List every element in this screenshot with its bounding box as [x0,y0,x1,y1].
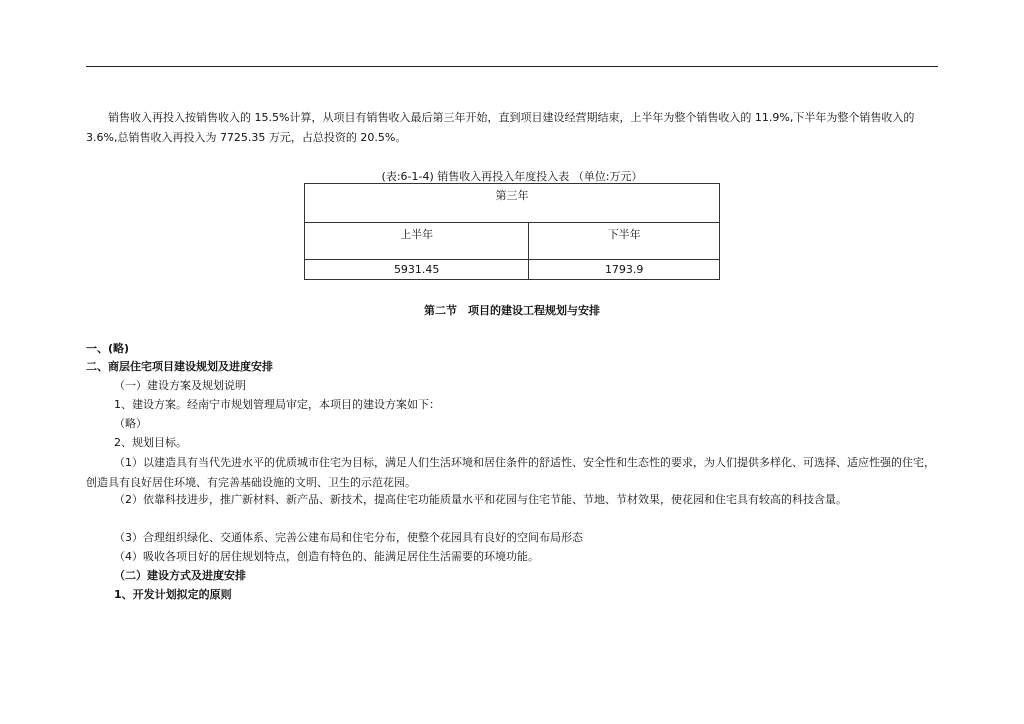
intro-paragraph: 销售收入再投入按销售收入的 15.5%计算，从项目有销售收入最后第三年开始，直到项目建设经营期结束，上半年为整个销售收入的 11.9%,下半年为整个销售收入的 3.6%,总销售收入再投入为 7725.35 万元，占总投资的 20.5%。 [86,111,915,144]
goal-paragraph-1: （1）以建造具有当代先进水平的优质城市住宅为目标，满足人们生活环境和居住条件的舒适性、安全性和生态性的要求，为人们提供多样化、可选择、适应性强的住宅，创造具有良好居住环境、有完善基础设施的文明、卫生的示范花园。 [86,456,935,489]
header-rule [86,66,938,67]
subheading-schedule: （二）建设方式及进度安排 [114,569,246,582]
table-caption: (表:6-1-4) 销售收入再投入年度投入表 （单位:万元） [381,170,643,183]
goal-paragraph-3: （3）合理组织绿化、交通体系、完善公建布局和住宅分布，使整个花园具有良好的空间布局形态 [114,531,583,544]
section-title: 第二节 项目的建设工程规划与安排 [424,304,600,317]
item-omitted: （略） [114,417,147,430]
subheading-plan: （一）建设方案及规划说明 [114,379,246,392]
table-value-first-half: 5931.45 [305,260,529,280]
heading-item-1: 一、(略) [86,342,130,355]
investment-table [304,183,720,280]
table-col-second-half: 下半年 [529,223,720,260]
heading-item-2: 二、商层住宅项目建设规划及进度安排 [86,360,273,373]
table-header-year: 第三年 [305,184,720,223]
table-col-first-half: 上半年 [305,223,529,260]
item-development-principles: 1、开发计划拟定的原则 [114,588,232,601]
table-value-second-half: 1793.9 [529,260,720,280]
goal-paragraph-4: （4）吸收各项目好的居住规划特点，创造有特色的、能满足居住生活需要的环境功能。 [114,550,539,563]
item-construction-plan: 1、建设方案。经南宁市规划管理局审定，本项目的建设方案如下： [114,398,440,411]
item-planning-goal: 2、规划目标。 [114,436,187,449]
goal-paragraph-2: （2）依靠科技进步，推广新材料、新产品、新技术，提高住宅功能质量水平和花园与住宅节能、节地、节材效果，使花园和住宅具有较高的科技含量。 [114,493,847,506]
